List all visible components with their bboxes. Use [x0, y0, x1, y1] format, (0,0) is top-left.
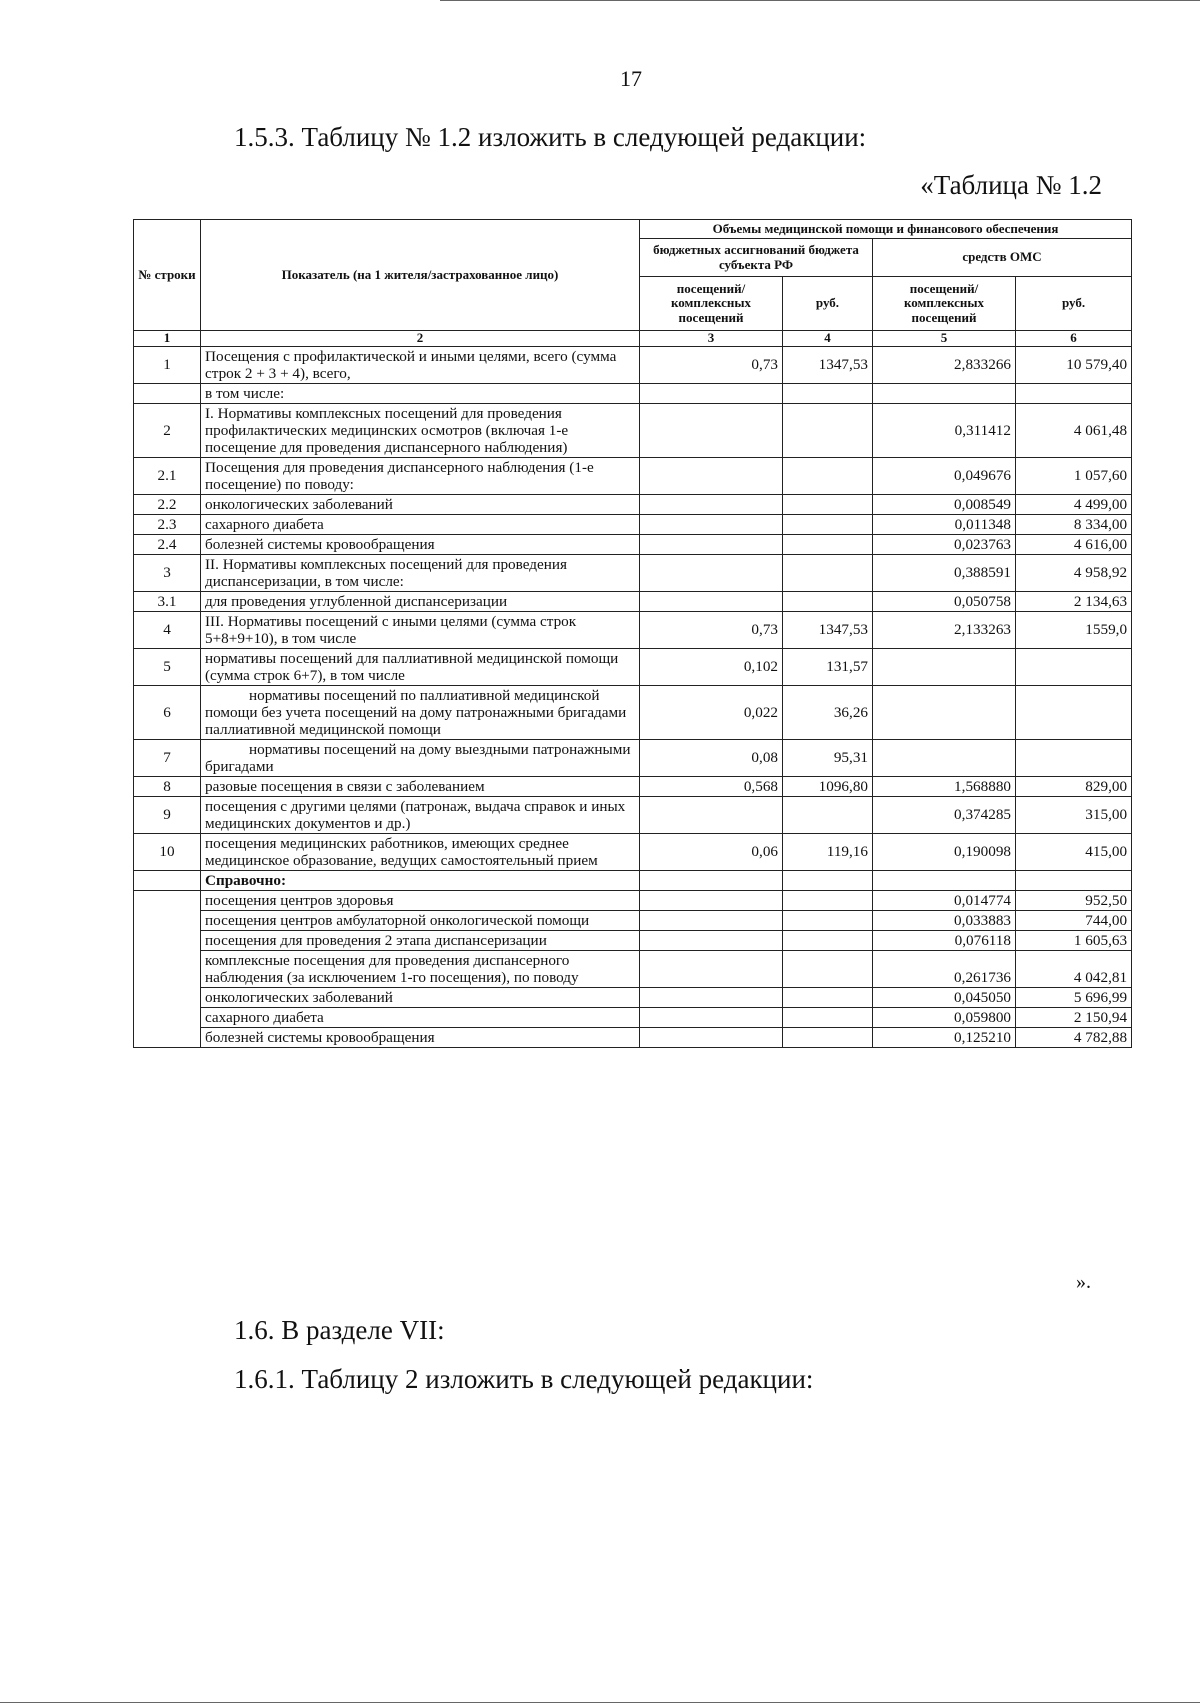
budget-rub-cell: 119,16 — [783, 833, 873, 870]
indicator-cell: болезней системы кровообращения — [201, 1028, 640, 1048]
oms-visits-cell — [873, 870, 1016, 890]
budget-rub-cell — [783, 591, 873, 611]
budget-visits-cell — [640, 911, 783, 931]
oms-visits-cell: 0,311412 — [873, 403, 1016, 457]
budget-visits-cell — [640, 534, 783, 554]
indicator-cell: II. Нормативы комплексных посещений для проведения диспансеризации, в том числе: — [201, 554, 640, 591]
table-row — [134, 346, 1132, 383]
table-row — [134, 648, 1132, 685]
budget-visits-cell — [640, 514, 783, 534]
oms-visits-cell: 0,125210 — [873, 1028, 1016, 1048]
row-number-cell: 10 — [134, 833, 201, 870]
reference-row — [134, 891, 1132, 911]
oms-visits-cell — [873, 383, 1016, 403]
table-row — [134, 591, 1132, 611]
table-row — [134, 796, 1132, 833]
reference-row — [134, 911, 1132, 931]
row-number-cell: 2.2 — [134, 494, 201, 514]
reference-row — [134, 931, 1132, 951]
column-number-row — [134, 331, 1132, 347]
indicator-cell: посещения медицинских работников, имеющих среднее медицинское образование, ведущих самостоятельный прием — [201, 833, 640, 870]
budget-rub-cell — [783, 403, 873, 457]
row-number-cell: 2 — [134, 403, 201, 457]
budget-visits-cell — [640, 1008, 783, 1028]
budget-visits-cell — [640, 383, 783, 403]
norms-table — [133, 219, 1132, 1048]
indicator-cell: для проведения углубленной диспансеризации — [201, 591, 640, 611]
row-number-cell: 4 — [134, 611, 201, 648]
oms-visits-cell: 2,833266 — [873, 346, 1016, 383]
reference-row — [134, 1028, 1132, 1048]
budget-rub-cell — [783, 988, 873, 1008]
row-number-cell: 2.4 — [134, 534, 201, 554]
oms-rub-cell: 744,00 — [1016, 911, 1132, 931]
oms-rub-cell: 4 061,48 — [1016, 403, 1132, 457]
table-row — [134, 833, 1132, 870]
table-row — [134, 383, 1132, 403]
oms-visits-cell: 2,133263 — [873, 611, 1016, 648]
budget-rub-cell: 36,26 — [783, 685, 873, 739]
budget-rub-cell — [783, 1028, 873, 1048]
row-number-cell: 5 — [134, 648, 201, 685]
row-number-cell: 3.1 — [134, 591, 201, 611]
budget-rub-cell — [783, 931, 873, 951]
oms-rub-cell: 8 334,00 — [1016, 514, 1132, 534]
section-heading-1-6: 1.6. В разделе VII: — [234, 1315, 445, 1345]
reference-row — [134, 988, 1132, 1008]
header-oms-visits: посещений/ комплексных посещений — [873, 277, 1016, 331]
table-row — [134, 494, 1132, 514]
table-row — [134, 611, 1132, 648]
oms-rub-cell: 5 696,99 — [1016, 988, 1132, 1008]
budget-visits-cell: 0,73 — [640, 611, 783, 648]
page-number: 17 — [620, 66, 642, 91]
oms-visits-cell: 0,076118 — [873, 931, 1016, 951]
oms-visits-cell — [873, 739, 1016, 776]
oms-rub-cell: 2 134,63 — [1016, 591, 1132, 611]
budget-visits-cell — [640, 591, 783, 611]
table-row — [134, 514, 1132, 534]
oms-rub-cell: 1559,0 — [1016, 611, 1132, 648]
column-number: 2 — [201, 331, 640, 347]
oms-visits-cell: 0,033883 — [873, 911, 1016, 931]
indicator-cell: сахарного диабета — [201, 1008, 640, 1028]
budget-rub-cell: 1347,53 — [783, 611, 873, 648]
row-number-cell: 2.3 — [134, 514, 201, 534]
budget-rub-cell — [783, 383, 873, 403]
budget-rub-cell — [783, 534, 873, 554]
oms-rub-cell: 829,00 — [1016, 776, 1132, 796]
oms-visits-cell: 0,011348 — [873, 514, 1016, 534]
header-row-number: № строки — [134, 220, 201, 331]
oms-rub-cell — [1016, 870, 1132, 890]
indicator-cell: нормативы посещений на дому выездными патронажными бригадами — [201, 739, 640, 776]
header-oms-rub: руб. — [1016, 277, 1132, 331]
budget-visits-cell — [640, 931, 783, 951]
table-title: «Таблица № 1.2 — [920, 170, 1102, 200]
row-number-cell — [134, 870, 201, 890]
budget-visits-cell — [640, 494, 783, 514]
budget-rub-cell — [783, 796, 873, 833]
budget-rub-cell: 131,57 — [783, 648, 873, 685]
budget-visits-cell — [640, 554, 783, 591]
budget-rub-cell — [783, 951, 873, 988]
indicator-cell: в том числе: — [201, 383, 640, 403]
oms-rub-cell — [1016, 648, 1132, 685]
oms-rub-cell — [1016, 685, 1132, 739]
budget-rub-cell — [783, 891, 873, 911]
indicator-cell: Посещения для проведения диспансерного наблюдения (1-е посещение) по поводу: — [201, 457, 640, 494]
budget-visits-cell: 0,022 — [640, 685, 783, 739]
column-number: 5 — [873, 331, 1016, 347]
oms-visits-cell: 0,045050 — [873, 988, 1016, 1008]
budget-rub-cell — [783, 554, 873, 591]
oms-visits-cell: 0,023763 — [873, 534, 1016, 554]
row-number-cell — [134, 383, 201, 403]
oms-visits-cell: 1,568880 — [873, 776, 1016, 796]
indicator-cell: онкологических заболеваний — [201, 494, 640, 514]
budget-visits-cell — [640, 403, 783, 457]
indicator-cell: посещения центров здоровья — [201, 891, 640, 911]
header-budget-rub: руб. — [783, 277, 873, 331]
row-number-cell: 7 — [134, 739, 201, 776]
row-number-cell: 2.1 — [134, 457, 201, 494]
row-number-cell: 6 — [134, 685, 201, 739]
oms-rub-cell: 4 499,00 — [1016, 494, 1132, 514]
oms-visits-cell: 0,050758 — [873, 591, 1016, 611]
table-row — [134, 457, 1132, 494]
indicator-cell: разовые посещения в связи с заболеванием — [201, 776, 640, 796]
table-row — [134, 685, 1132, 739]
budget-rub-cell — [783, 494, 873, 514]
oms-rub-cell: 4 616,00 — [1016, 534, 1132, 554]
row-number-cell — [134, 891, 201, 1048]
oms-rub-cell: 1 605,63 — [1016, 931, 1132, 951]
header-volumes: Объемы медицинской помощи и финансового обеспечения — [640, 220, 1132, 239]
oms-rub-cell: 4 782,88 — [1016, 1028, 1132, 1048]
budget-rub-cell — [783, 514, 873, 534]
reference-header-row — [134, 870, 1132, 890]
oms-rub-cell — [1016, 739, 1132, 776]
budget-visits-cell: 0,568 — [640, 776, 783, 796]
indicator-cell: комплексные посещения для проведения диспансерного наблюдения (за исключением 1-го посещения), по поводу — [201, 951, 640, 988]
oms-visits-cell: 0,261736 — [873, 951, 1016, 988]
indicator-cell: болезней системы кровообращения — [201, 534, 640, 554]
table-row — [134, 776, 1132, 796]
section-heading-1-6-1: 1.6.1. Таблицу 2 изложить в следующей редакции: — [234, 1364, 814, 1394]
budget-visits-cell — [640, 891, 783, 911]
oms-rub-cell: 4 958,92 — [1016, 554, 1132, 591]
indicator-cell: посещения для проведения 2 этапа диспансеризации — [201, 931, 640, 951]
table-row — [134, 534, 1132, 554]
indicator-cell: III. Нормативы посещений с иными целями (сумма строк 5+8+9+10), в том числе — [201, 611, 640, 648]
header-oms: средств ОМС — [873, 239, 1132, 277]
column-number: 4 — [783, 331, 873, 347]
oms-rub-cell: 1 057,60 — [1016, 457, 1132, 494]
indicator-cell: нормативы посещений для паллиативной медицинской помощи (сумма строк 6+7), в том числе — [201, 648, 640, 685]
indicator-cell: I. Нормативы комплексных посещений для проведения профилактических медицинских осмотров (включая 1-е посещение для проведения диспансерного наблюдения) — [201, 403, 640, 457]
budget-rub-cell — [783, 911, 873, 931]
oms-visits-cell: 0,190098 — [873, 833, 1016, 870]
column-number: 3 — [640, 331, 783, 347]
oms-visits-cell: 0,008549 — [873, 494, 1016, 514]
table-row — [134, 554, 1132, 591]
oms-visits-cell — [873, 685, 1016, 739]
indicator-cell: посещения с другими целями (патронаж, выдача справок и иных медицинских документов и др.) — [201, 796, 640, 833]
row-number-cell: 1 — [134, 346, 201, 383]
header-budget-visits: посещений/ комплексных посещений — [640, 277, 783, 331]
budget-rub-cell — [783, 1008, 873, 1028]
budget-visits-cell — [640, 951, 783, 988]
budget-visits-cell: 0,73 — [640, 346, 783, 383]
budget-visits-cell — [640, 457, 783, 494]
section-heading-1-5-3: 1.5.3. Таблицу № 1.2 изложить в следующей редакции: — [234, 122, 867, 152]
budget-rub-cell — [783, 457, 873, 494]
indicator-cell: посещения центров амбулаторной онкологической помощи — [201, 911, 640, 931]
oms-rub-cell — [1016, 383, 1132, 403]
reference-row — [134, 951, 1132, 988]
header-indicator: Показатель (на 1 жителя/застрахованное лицо) — [201, 220, 640, 331]
row-number-cell: 3 — [134, 554, 201, 591]
oms-rub-cell: 10 579,40 — [1016, 346, 1132, 383]
budget-rub-cell: 95,31 — [783, 739, 873, 776]
budget-visits-cell: 0,102 — [640, 648, 783, 685]
budget-visits-cell — [640, 796, 783, 833]
oms-visits-cell: 0,059800 — [873, 1008, 1016, 1028]
table-row — [134, 739, 1132, 776]
table-row — [134, 403, 1132, 457]
column-number: 1 — [134, 331, 201, 347]
indicator-cell: Посещения с профилактической и иными целями, всего (сумма строк 2 + 3 + 4), всего, — [201, 346, 640, 383]
indicator-cell: сахарного диабета — [201, 514, 640, 534]
oms-rub-cell: 4 042,81 — [1016, 951, 1132, 988]
budget-visits-cell: 0,08 — [640, 739, 783, 776]
oms-rub-cell: 315,00 — [1016, 796, 1132, 833]
indicator-cell: нормативы посещений по паллиативной медицинской помощи без учета посещений на дому патронажными бригадами паллиативной медицинской помощи — [201, 685, 640, 739]
oms-visits-cell — [873, 648, 1016, 685]
column-number: 6 — [1016, 331, 1132, 347]
reference-row — [134, 1008, 1132, 1028]
row-number-cell: 8 — [134, 776, 201, 796]
oms-visits-cell: 0,388591 — [873, 554, 1016, 591]
budget-visits-cell — [640, 988, 783, 1008]
budget-rub-cell — [783, 870, 873, 890]
scan-top-edge — [440, 0, 1200, 1]
oms-rub-cell: 2 150,94 — [1016, 1008, 1132, 1028]
reference-label: Справочно: — [201, 870, 640, 890]
budget-rub-cell: 1347,53 — [783, 346, 873, 383]
header-budget: бюджетных ассигнований бюджета субъекта РФ — [640, 239, 873, 277]
scan-bottom-edge — [0, 1702, 1200, 1703]
closing-quote-mark: ». — [1076, 1271, 1091, 1293]
budget-rub-cell: 1096,80 — [783, 776, 873, 796]
oms-visits-cell: 0,374285 — [873, 796, 1016, 833]
row-number-cell: 9 — [134, 796, 201, 833]
budget-visits-cell — [640, 870, 783, 890]
budget-visits-cell — [640, 1028, 783, 1048]
budget-visits-cell: 0,06 — [640, 833, 783, 870]
oms-rub-cell: 415,00 — [1016, 833, 1132, 870]
indicator-cell: онкологических заболеваний — [201, 988, 640, 1008]
oms-visits-cell: 0,014774 — [873, 891, 1016, 911]
oms-visits-cell: 0,049676 — [873, 457, 1016, 494]
oms-rub-cell: 952,50 — [1016, 891, 1132, 911]
